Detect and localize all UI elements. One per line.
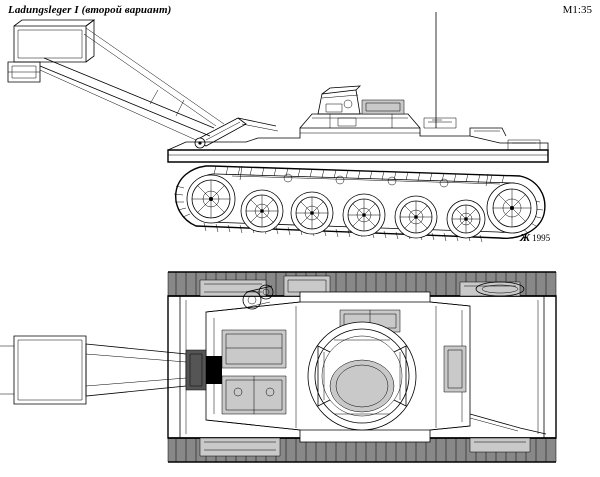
page-title: Ladungsleger I (второй вариант) — [8, 4, 172, 16]
side-view-group — [8, 12, 551, 243]
signature-year: 1995 — [532, 233, 551, 243]
turret — [318, 86, 360, 114]
antenna — [432, 12, 442, 128]
charge-box — [8, 20, 94, 82]
boom-pivot — [195, 118, 278, 148]
exhaust — [470, 128, 540, 150]
scale-label: M1:35 — [562, 4, 592, 16]
superstructure-plan — [206, 292, 546, 442]
boom-arm — [40, 28, 224, 140]
artist-signature — [520, 232, 550, 244]
top-view-group — [0, 272, 556, 462]
signature-monogram: Ж — [520, 232, 531, 244]
boom-arm-plan — [0, 336, 222, 404]
